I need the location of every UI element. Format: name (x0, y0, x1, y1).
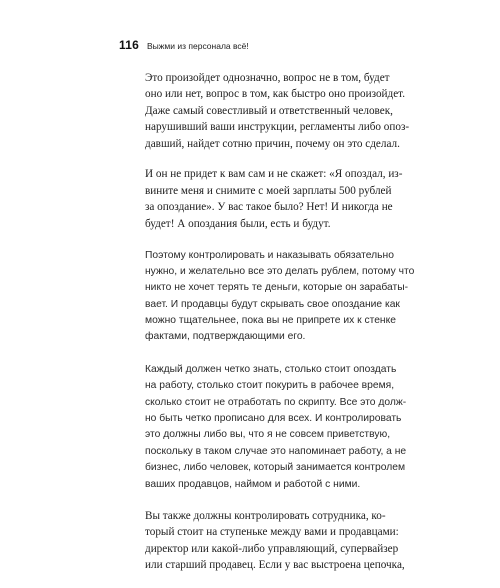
text-line: но быть четко прописано для всех. И контролировать (145, 413, 402, 425)
page-number: 116 (119, 38, 139, 52)
paragraph-5 (145, 508, 405, 574)
text-line: на работу, столько стоит покурить в рабочее время, (145, 380, 395, 392)
text-line: нарушивший ваши инструкции, регламенты либо опоз- (145, 121, 410, 134)
text-line: бизнес, либо человек, который занимается контролем (145, 462, 406, 474)
book-title: Выжми из персонала всё! (146, 41, 249, 51)
text-line: директор или какой-либо управляющий, супервайзер (145, 542, 399, 555)
paragraph-4 (145, 362, 407, 493)
text-line: И он не придет к вам сам и не скажет: «Я опоздал, из- (145, 168, 403, 181)
paragraph-3 (145, 248, 415, 346)
text-line: будет! А опоздания были, есть и будут. (145, 217, 331, 230)
text-line: Это произойдет однозначно, вопрос не в том, будет (145, 72, 390, 84)
paragraph-2 (145, 166, 403, 232)
text-line: ваших продавцов, наймом и работой с ними. (145, 478, 361, 490)
running-head (119, 38, 249, 52)
text-line: можно тщательнее, пока вы не припрете их к стенке (145, 315, 396, 327)
text-line: никто не хочет терять те деньги, которые он зарабаты- (145, 282, 409, 294)
text-line: за опоздание». У вас такое было? Нет! И никогда не (145, 201, 393, 214)
text-line: Каждый должен четко знать, столько стоит опоздать (145, 363, 397, 375)
text-line: вает. И продавцы будут скрывать свое опоздание как (145, 298, 400, 310)
text-line: торый стоит на ступеньке между вами и продавцами: (145, 526, 399, 539)
text-line: или старший продавец. Если у вас выстроена цепочка, (145, 559, 405, 572)
text-line: давший, найдет сотню причин, почему он это сделал. (145, 137, 400, 150)
body-text (145, 70, 415, 588)
text-line: Поэтому контролировать и наказывать обязательно (145, 249, 394, 261)
text-line: Вы также должны контролировать сотрудника, ко- (145, 509, 386, 522)
text-line: поскольку в таком случае это напоминает работу, а не (145, 445, 407, 457)
paragraph-1 (145, 70, 410, 152)
text-line: фактами, подтверждающими его. (145, 331, 306, 343)
text-line: сколько стоит не отработать по скрипту. Все это долж- (145, 396, 407, 408)
text-line: оно или нет, вопрос в том, как быстро оно произойдет. (145, 88, 406, 101)
text-line: Даже самый совестливый и ответственный человек, (145, 104, 393, 117)
text-line: вините меня и снимите с моей зарплаты 500 рублей (145, 184, 392, 197)
text-line: это должны либо вы, что я не совсем приветствую, (145, 429, 391, 441)
text-line: нужно, и желательно все это делать рублем, потому что (145, 265, 415, 277)
